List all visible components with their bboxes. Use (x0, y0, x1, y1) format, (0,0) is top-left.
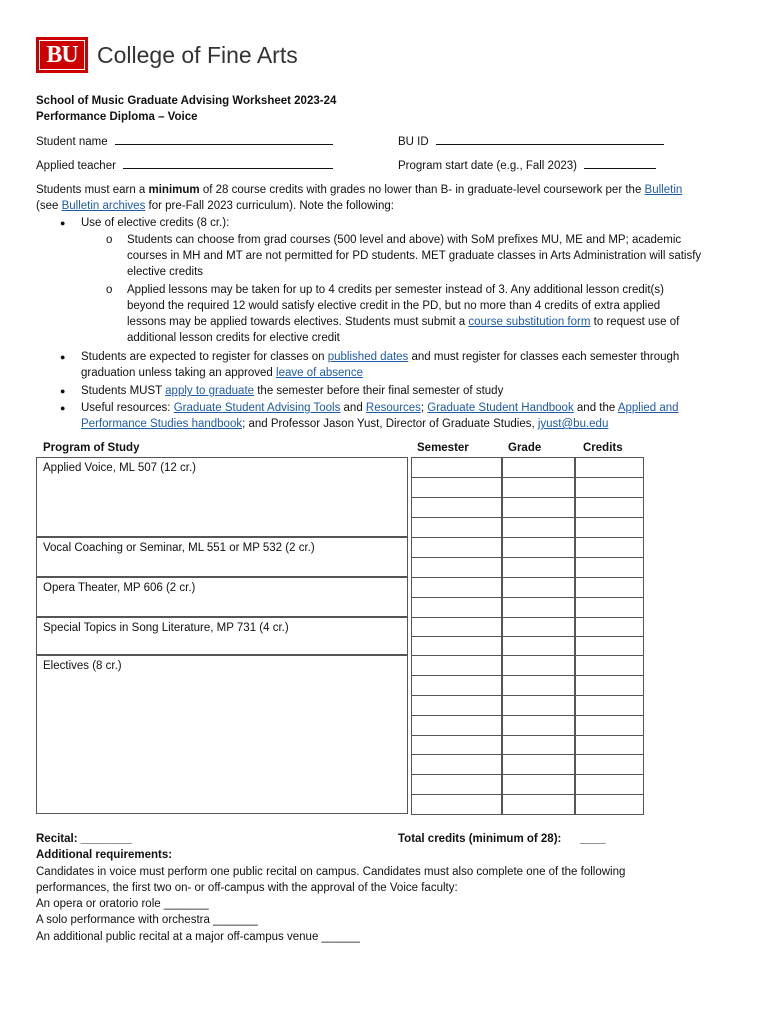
requirement-recital[interactable]: An additional public recital at a major off-campus venue ______ (36, 931, 360, 943)
register-text-end: and must register for classes each semester through (408, 351, 680, 363)
grade-cell[interactable] (502, 477, 575, 498)
grade-cell[interactable] (502, 457, 575, 478)
register-text: Students are expected to register for classes on (81, 351, 328, 363)
intro-text-c: (see (36, 200, 62, 212)
bulletin-archives-link[interactable]: Bulletin archives (61, 200, 146, 212)
grade-cell[interactable] (502, 636, 575, 656)
sub-bullet-2-text-end: to request use of (590, 316, 680, 328)
credits-cell[interactable] (575, 675, 644, 696)
grade-cell[interactable] (502, 735, 575, 756)
college-name: College of Fine Arts (97, 41, 298, 68)
applied-handbook-link[interactable]: Applied and (617, 402, 679, 414)
intro-text-d: for pre-Fall 2023 curriculum). Note the following: (145, 200, 394, 212)
grade-cell[interactable] (502, 597, 575, 618)
sub-bullet-1-line-2: courses in MH and MT are not permitted for PD students. MET graduate classes in Arts Administration will satisfy (127, 250, 702, 262)
course-section-label: Vocal Coaching or Seminar, ML 551 or MP 532 (2 cr.) (43, 542, 315, 554)
semester-cell[interactable] (411, 517, 502, 538)
grade-cell[interactable] (502, 557, 575, 578)
additional-paragraph-1: Candidates in voice must perform one public recital on campus. Candidates must also complete one of the following (36, 866, 626, 878)
additional-heading: Additional requirements: (36, 849, 173, 861)
advising-tools-link[interactable]: Graduate Student Advising Tools (173, 402, 341, 414)
semester-cell[interactable] (411, 695, 502, 716)
semester-cell[interactable] (411, 597, 502, 618)
email-link[interactable]: jyust@bu.edu (537, 418, 609, 430)
bullet-register-line-1 (81, 349, 679, 365)
credits-cell[interactable] (575, 754, 644, 775)
credits-cell[interactable] (575, 597, 644, 618)
sub-bullet-1-line-1: Students can choose from grad courses (500 level and above) with SoM prefixes MU, ME and MP; academic (127, 234, 682, 246)
bu-id-label: BU ID (398, 136, 429, 148)
credits-cell[interactable] (575, 577, 644, 598)
resources-semicolon: ; (420, 402, 428, 414)
credits-cell[interactable] (575, 477, 644, 498)
semester-cell[interactable] (411, 754, 502, 775)
student-name-field (36, 133, 333, 150)
leave-of-absence-link[interactable]: leave of absence (276, 367, 363, 379)
course-section-label: Special Topics in Song Literature, MP 731 (4 cr.) (43, 622, 289, 634)
grade-cell[interactable] (502, 655, 575, 676)
header-semester: Semester (417, 442, 469, 454)
program-title: Performance Diploma – Voice (36, 111, 198, 123)
sub-bullet-icon: o (106, 234, 113, 246)
course-section (36, 577, 408, 617)
bullet-resources-line-1 (81, 400, 679, 416)
apply-text-end: the semester before their final semester of study (254, 385, 504, 397)
program-start-label: Program start date (e.g., Fall 2023) (398, 160, 577, 172)
apply-to-graduate-link[interactable]: apply to graduate (165, 385, 255, 397)
semester-cell[interactable] (411, 457, 502, 478)
bullet-apply (81, 383, 503, 399)
semester-cell[interactable] (411, 655, 502, 676)
resources-director: ; and Professor Jason Yust, Director of Graduate Studies, (242, 418, 538, 430)
student-name-label: Student name (36, 136, 108, 148)
semester-cell[interactable] (411, 735, 502, 756)
intro-bold: minimum (148, 184, 200, 196)
program-start-field (398, 157, 656, 174)
semester-cell[interactable] (411, 636, 502, 656)
grade-cell[interactable] (502, 754, 575, 775)
intro-line-1 (36, 182, 682, 198)
grade-cell[interactable] (502, 715, 575, 736)
published-dates-link[interactable]: published dates (327, 351, 409, 363)
semester-cell[interactable] (411, 497, 502, 518)
sub-bullet-2-line-1: Applied lessons may be taken for up to 4 credits per semester instead of 3. Any additional lesson credit(s) (127, 284, 664, 296)
grade-cell[interactable] (502, 577, 575, 598)
bullet-icon: ● (60, 386, 66, 396)
sub-bullet-2-text: lessons may be applied towards electives. Students must submit a (127, 316, 469, 328)
resources-and: and (340, 402, 366, 414)
credits-cell[interactable] (575, 695, 644, 716)
credits-cell[interactable] (575, 715, 644, 736)
sub-bullet-2-line-4: additional lesson credits for elective credit (127, 332, 340, 344)
applied-handbook-link-cont[interactable]: Performance Studies handbook (81, 418, 243, 430)
course-section (36, 457, 408, 537)
grade-cell[interactable] (502, 794, 575, 815)
course-section-label: Electives (8 cr.) (43, 660, 122, 672)
semester-cell[interactable] (411, 537, 502, 558)
additional-paragraph-2: performances, the first two on- or off-campus with the approval of the Voice faculty: (36, 882, 458, 894)
course-substitution-form-link[interactable]: course substitution form (468, 316, 591, 328)
credits-cell[interactable] (575, 617, 644, 637)
sub-bullet-2-line-2: beyond the required 12 would satisfy elective credit in the PD, but no more than 4 credits of extra applied (127, 300, 661, 312)
requirement-opera[interactable]: An opera or oratorio role _______ (36, 898, 209, 910)
credits-cell[interactable] (575, 655, 644, 676)
requirement-orchestra[interactable]: A solo performance with orchestra _______ (36, 914, 258, 926)
intro-line-2 (36, 198, 394, 214)
credits-cell[interactable] (575, 774, 644, 795)
grade-cell[interactable] (502, 497, 575, 518)
resources-the: and the (573, 402, 618, 414)
grade-cell[interactable] (502, 617, 575, 637)
course-section (36, 537, 408, 577)
credits-cell[interactable] (575, 636, 644, 656)
bullet-icon: ● (60, 403, 66, 413)
intro-text-a: Students must earn a (36, 184, 149, 196)
resources-text: Useful resources: (81, 402, 174, 414)
student-name-input[interactable] (115, 133, 333, 145)
semester-cell[interactable] (411, 774, 502, 795)
total-credits-input[interactable]: ____ (580, 833, 606, 845)
applied-teacher-input[interactable] (123, 157, 333, 169)
bullet-icon: ● (60, 218, 66, 228)
applied-teacher-field (36, 157, 333, 174)
semester-cell[interactable] (411, 715, 502, 736)
credits-cell[interactable] (575, 517, 644, 538)
semester-cell[interactable] (411, 577, 502, 598)
credits-cell[interactable] (575, 735, 644, 756)
semester-cell[interactable] (411, 617, 502, 637)
resources-link[interactable]: Resources (365, 402, 421, 414)
register-text-2: graduation unless taking an approved (81, 367, 277, 379)
grade-cell[interactable] (502, 774, 575, 795)
bu-logo (36, 37, 298, 73)
intro-text-b: of 28 course credits with grades no lower than B- in graduate-level coursework per the (199, 184, 645, 196)
applied-teacher-label: Applied teacher (36, 160, 116, 172)
apply-text: Students MUST (81, 385, 166, 397)
credits-cell[interactable] (575, 794, 644, 815)
student-handbook-link[interactable]: Graduate Student Handbook (427, 402, 574, 414)
header-credits: Credits (583, 442, 623, 454)
recital-field[interactable]: Recital: ________ (36, 833, 132, 845)
course-section-label: Applied Voice, ML 507 (12 cr.) (43, 462, 196, 474)
bullet-register-line-2 (81, 365, 363, 381)
semester-cell[interactable] (411, 477, 502, 498)
semester-cell[interactable] (411, 794, 502, 815)
course-section (36, 617, 408, 655)
grade-cell[interactable] (502, 537, 575, 558)
worksheet-title: School of Music Graduate Advising Worksheet 2023-24 (36, 95, 337, 107)
bullet-resources-line-2 (81, 416, 608, 432)
total-credits-label: Total credits (minimum of 28): (398, 833, 562, 845)
sub-bullet-1-line-3: elective credits (127, 266, 204, 278)
header-grade: Grade (508, 442, 542, 454)
course-section-label: Opera Theater, MP 606 (2 cr.) (43, 582, 196, 594)
credits-cell[interactable] (575, 497, 644, 518)
bulletin-link[interactable]: Bulletin (644, 184, 683, 196)
semester-cell[interactable] (411, 675, 502, 696)
bu-id-input[interactable] (436, 133, 664, 145)
credits-cell[interactable] (575, 557, 644, 578)
bu-logo-mark: BU (36, 37, 88, 73)
bullet-electives: Use of elective credits (8 cr.): (81, 217, 230, 229)
header-program: Program of Study (43, 442, 140, 454)
grade-cell[interactable] (502, 517, 575, 538)
bu-id-field (398, 133, 664, 150)
program-start-input[interactable] (584, 157, 656, 169)
bullet-icon: ● (60, 352, 66, 362)
course-section (36, 655, 408, 814)
grade-cell[interactable] (502, 695, 575, 716)
grade-cell[interactable] (502, 675, 575, 696)
semester-cell[interactable] (411, 557, 502, 578)
credits-cell[interactable] (575, 457, 644, 478)
sub-bullet-2-line-3 (127, 314, 679, 330)
credits-cell[interactable] (575, 537, 644, 558)
sub-bullet-icon: o (106, 284, 113, 296)
